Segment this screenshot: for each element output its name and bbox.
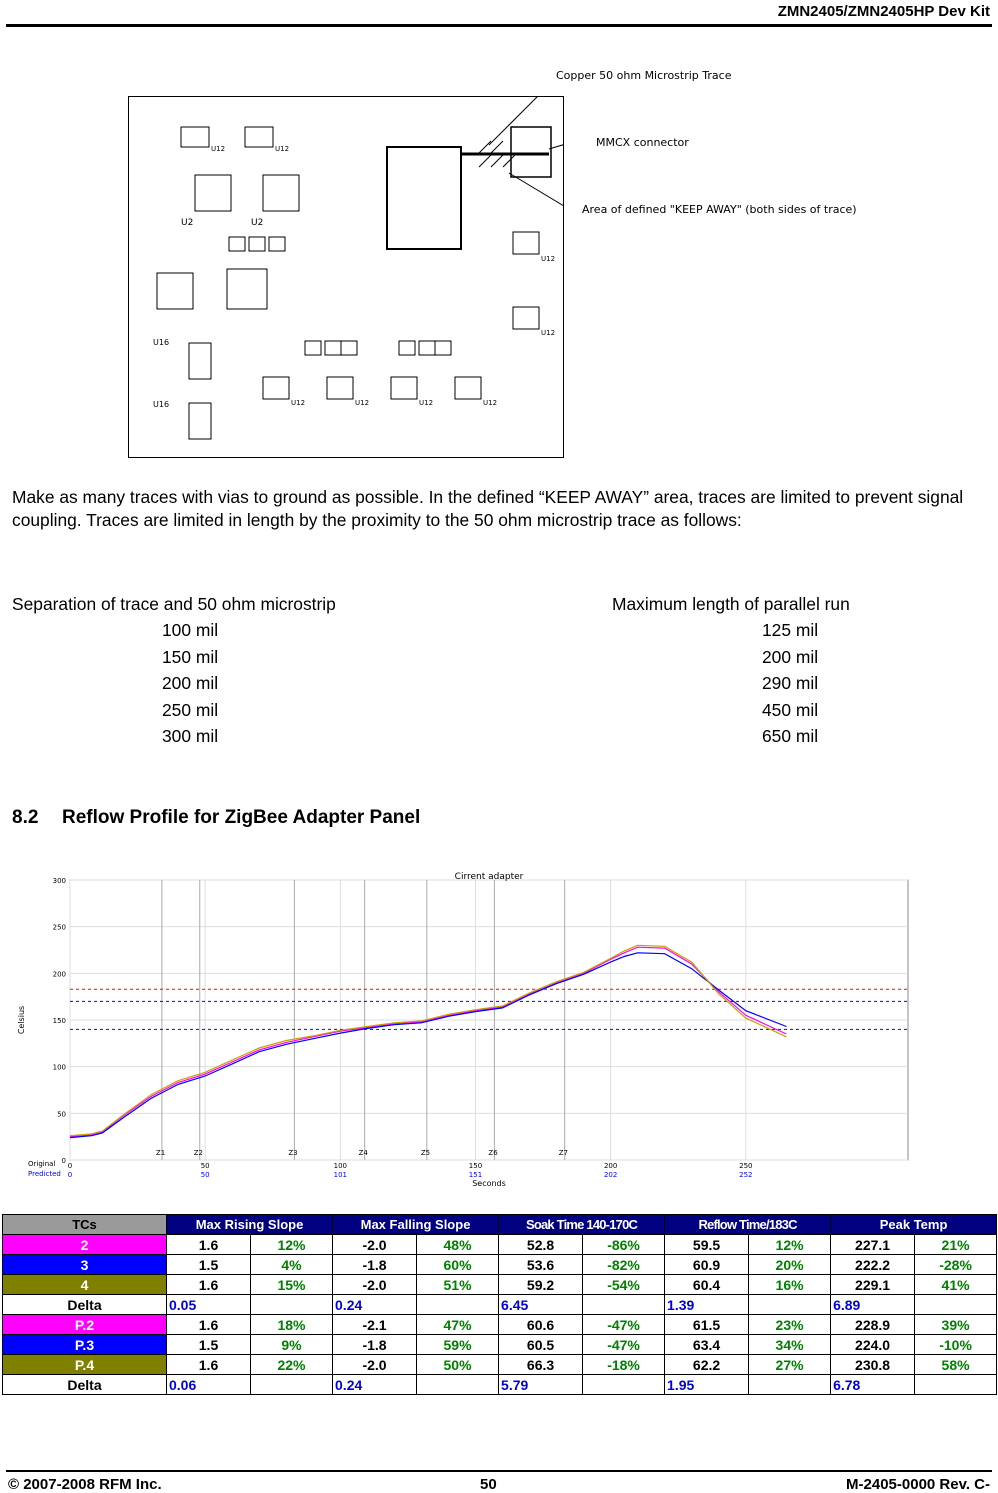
section-title: Reflow Profile for ZigBee Adapter Panel [62, 807, 421, 828]
percent-cell [417, 1375, 499, 1395]
y-tick-label: 250 [52, 923, 66, 932]
percent-cell: 50% [417, 1355, 499, 1375]
separation-value: 250 mil [162, 700, 219, 720]
percent-cell: 27% [749, 1355, 831, 1375]
value-cell: 53.6 [499, 1255, 583, 1275]
percent-cell: 15% [251, 1275, 333, 1295]
x-tick-label-original: 200 [603, 1162, 618, 1170]
reflow-data-table [2, 1214, 997, 1395]
max-length-value: 650 mil [762, 726, 819, 746]
section-heading [12, 807, 420, 829]
tc-label: P.3 [3, 1335, 167, 1355]
value-cell: 1.6 [167, 1275, 251, 1295]
u12-label-7: U12 [419, 399, 434, 407]
percent-cell [251, 1375, 333, 1395]
u2-label-1: U2 [181, 218, 194, 228]
table-header-row [3, 1215, 997, 1235]
value-cell: 1.39 [665, 1295, 749, 1315]
y-axis-label: Celsius [17, 1005, 26, 1035]
max-length-value: 450 mil [762, 700, 819, 720]
table-row [3, 1235, 997, 1255]
value-cell: -2.0 [333, 1355, 417, 1375]
row-label-original: Original [28, 1160, 56, 1168]
tc-label: 2 [3, 1235, 167, 1255]
x-tick-label-original: 0 [67, 1162, 73, 1170]
tc-label: Delta [3, 1295, 167, 1315]
max-length-value: 200 mil [762, 647, 819, 667]
reflow-chart [14, 868, 914, 1188]
percent-cell: 34% [749, 1335, 831, 1355]
percent-cell: -47% [583, 1315, 665, 1335]
x-tick-label-original: 250 [739, 1162, 753, 1170]
value-cell: 6.89 [831, 1295, 915, 1315]
footer-rule [6, 1470, 992, 1472]
u12-label-5: U12 [291, 399, 306, 407]
u16-label-1: U16 [153, 338, 170, 347]
x-tick-label-predicted: 101 [333, 1171, 348, 1179]
body-paragraph: Make as many traces with vias to ground as possible. In the defined “KEEP AWAY” area, traces are limited to prevent signal coupling. Traces are limited in length by the proximity to the 50 ohm microstrip trace as follows: [12, 487, 964, 530]
value-cell: 1.6 [167, 1315, 251, 1335]
tc-label: 3 [3, 1255, 167, 1275]
value-cell: 59.2 [499, 1275, 583, 1295]
x-tick-label-predicted: 202 [603, 1171, 618, 1179]
u12-label-4: U12 [541, 329, 556, 337]
value-cell: -2.0 [333, 1275, 417, 1295]
percent-cell [915, 1375, 997, 1395]
y-tick-label: 50 [57, 1110, 66, 1119]
reflow-chart-svg [14, 868, 914, 1188]
value-cell: 60.6 [499, 1315, 583, 1335]
max-length-value: 125 mil [762, 620, 819, 640]
percent-cell: 22% [251, 1355, 333, 1375]
y-tick-label: 150 [52, 1017, 66, 1025]
value-cell: 5.79 [499, 1375, 583, 1395]
value-cell: 62.2 [665, 1355, 749, 1375]
percent-cell [583, 1295, 665, 1315]
percent-cell: 59% [417, 1335, 499, 1355]
percent-cell: -86% [583, 1235, 665, 1255]
value-cell: 227.1 [831, 1235, 915, 1255]
percent-cell: 39% [915, 1315, 997, 1335]
zone-label: Z3 [288, 1149, 298, 1157]
percent-cell: 48% [417, 1235, 499, 1255]
header-title: ZMN2405/ZMN2405HP Dev Kit [777, 3, 990, 20]
percent-cell [251, 1295, 333, 1315]
value-cell: 6.78 [831, 1375, 915, 1395]
percent-cell: 18% [251, 1315, 333, 1335]
value-cell: 60.5 [499, 1335, 583, 1355]
u2-label-2: U2 [251, 218, 264, 228]
value-cell: -1.8 [333, 1335, 417, 1355]
percent-cell: 23% [749, 1315, 831, 1335]
zone-label: Z6 [488, 1149, 498, 1157]
value-cell: 229.1 [831, 1275, 915, 1295]
header-rising-slope: Max Rising Slope [167, 1215, 333, 1235]
value-cell: 1.5 [167, 1335, 251, 1355]
value-cell: -1.8 [333, 1255, 417, 1275]
value-cell: 1.6 [167, 1355, 251, 1375]
value-cell: 0.24 [333, 1375, 417, 1395]
tc-label: P.4 [3, 1355, 167, 1375]
percent-cell: 12% [749, 1235, 831, 1255]
table-row [3, 1375, 997, 1395]
zone-label: Z4 [358, 1149, 368, 1157]
table-row [3, 1355, 997, 1375]
table-row [3, 1315, 997, 1335]
percent-cell: -54% [583, 1275, 665, 1295]
zone-label: Z1 [155, 1149, 166, 1157]
percent-cell: 12% [251, 1235, 333, 1255]
percent-cell [749, 1375, 831, 1395]
value-cell: 52.8 [499, 1235, 583, 1255]
value-cell: 6.45 [499, 1295, 583, 1315]
x-tick-label-original: 100 [333, 1162, 348, 1170]
y-tick-label: 300 [52, 877, 66, 885]
max-length-value: 290 mil [762, 673, 819, 693]
x-tick-label-predicted: 0 [67, 1171, 73, 1179]
value-cell: 228.9 [831, 1315, 915, 1335]
x-tick-label-predicted: 50 [200, 1171, 210, 1179]
value-cell: -2.1 [333, 1315, 417, 1335]
percent-cell: 9% [251, 1335, 333, 1355]
callout-connector: MMCX connector [596, 136, 689, 149]
separation-value: 300 mil [162, 726, 219, 746]
max-length-header: Maximum length of parallel run [612, 594, 850, 614]
value-cell: -2.0 [333, 1235, 417, 1255]
tc-label: 4 [3, 1275, 167, 1295]
percent-cell: 41% [915, 1275, 997, 1295]
percent-cell: -82% [583, 1255, 665, 1275]
u12-label-1: U12 [211, 145, 226, 153]
percent-cell: 47% [417, 1315, 499, 1335]
percent-cell: -10% [915, 1335, 997, 1355]
separation-value: 150 mil [162, 647, 219, 667]
zone-label: Z2 [193, 1149, 204, 1157]
percent-cell: 21% [915, 1235, 997, 1255]
header-soak-time: Soak Time 140-170C [499, 1215, 665, 1235]
header-reflow-time: Reflow Time/183C [665, 1215, 831, 1235]
tc-label: P.2 [3, 1315, 167, 1335]
percent-cell: 58% [915, 1355, 997, 1375]
value-cell: 0.24 [333, 1295, 417, 1315]
value-cell: 222.2 [831, 1255, 915, 1275]
header-rule [6, 24, 992, 27]
value-cell: 1.6 [167, 1235, 251, 1255]
callout-keepaway: Area of defined "KEEP AWAY" (both sides of trace) [582, 203, 857, 216]
y-tick-label: 0 [61, 1157, 66, 1165]
percent-cell: -18% [583, 1355, 665, 1375]
table-row [3, 1335, 997, 1355]
percent-cell [583, 1375, 665, 1395]
percent-cell: 60% [417, 1255, 499, 1275]
separation-value: 200 mil [162, 673, 219, 693]
value-cell: 1.95 [665, 1375, 749, 1395]
value-cell: 61.5 [665, 1315, 749, 1335]
value-cell: 60.9 [665, 1255, 749, 1275]
x-tick-label-original: 50 [200, 1162, 210, 1170]
table-row [3, 1295, 997, 1315]
separation-header: Separation of trace and 50 ohm microstrip [12, 594, 336, 614]
percent-cell: 20% [749, 1255, 831, 1275]
value-cell: 60.4 [665, 1275, 749, 1295]
table-row [3, 1255, 997, 1275]
u12-label-8: U12 [483, 399, 498, 407]
header-falling-slope: Max Falling Slope [333, 1215, 499, 1235]
percent-cell: 51% [417, 1275, 499, 1295]
value-cell: 59.5 [665, 1235, 749, 1255]
section-number: 8.2 [12, 807, 39, 828]
pcb-layout-figure [128, 96, 564, 458]
y-tick-label: 200 [52, 970, 66, 979]
percent-cell: 4% [251, 1255, 333, 1275]
percent-cell: -28% [915, 1255, 997, 1275]
value-cell: 224.0 [831, 1335, 915, 1355]
percent-cell [749, 1295, 831, 1315]
footer-doc-number: M-2405-0000 Rev. C- [846, 1476, 990, 1493]
x-tick-label-predicted: 151 [468, 1171, 483, 1179]
separation-value: 100 mil [162, 620, 219, 640]
zone-label: Z5 [420, 1149, 431, 1157]
chart-title: Cirrent adapter [454, 872, 524, 882]
percent-cell: -47% [583, 1335, 665, 1355]
u12-label-3: U12 [541, 255, 556, 263]
u16-label-2: U16 [153, 400, 170, 409]
percent-cell: 16% [749, 1275, 831, 1295]
y-tick-label: 100 [52, 1063, 66, 1072]
table-row [3, 1275, 997, 1295]
value-cell: 230.8 [831, 1355, 915, 1375]
percent-cell [417, 1295, 499, 1315]
row-label-predicted: Predicted [28, 1170, 61, 1178]
value-cell: 1.5 [167, 1255, 251, 1275]
callout-trace: Copper 50 ohm Microstrip Trace [556, 69, 732, 82]
footer-copyright: © 2007-2008 RFM Inc. [8, 1476, 162, 1493]
tc-label: Delta [3, 1375, 167, 1395]
x-axis-label: Seconds [472, 1179, 506, 1188]
value-cell: 63.4 [665, 1335, 749, 1355]
u12-label-6: U12 [355, 399, 370, 407]
pcb-drawing [129, 97, 563, 457]
footer-page-number: 50 [480, 1476, 497, 1493]
u12-label-2: U12 [275, 145, 290, 153]
x-tick-label-predicted: 252 [739, 1171, 753, 1179]
value-cell: 0.05 [167, 1295, 251, 1315]
header-peak-temp: Peak Temp [831, 1215, 997, 1235]
value-cell: 66.3 [499, 1355, 583, 1375]
header-tcs: TCs [3, 1215, 167, 1235]
zone-label: Z7 [558, 1149, 568, 1157]
value-cell: 0.06 [167, 1375, 251, 1395]
x-tick-label-original: 150 [468, 1162, 483, 1170]
percent-cell [915, 1295, 997, 1315]
